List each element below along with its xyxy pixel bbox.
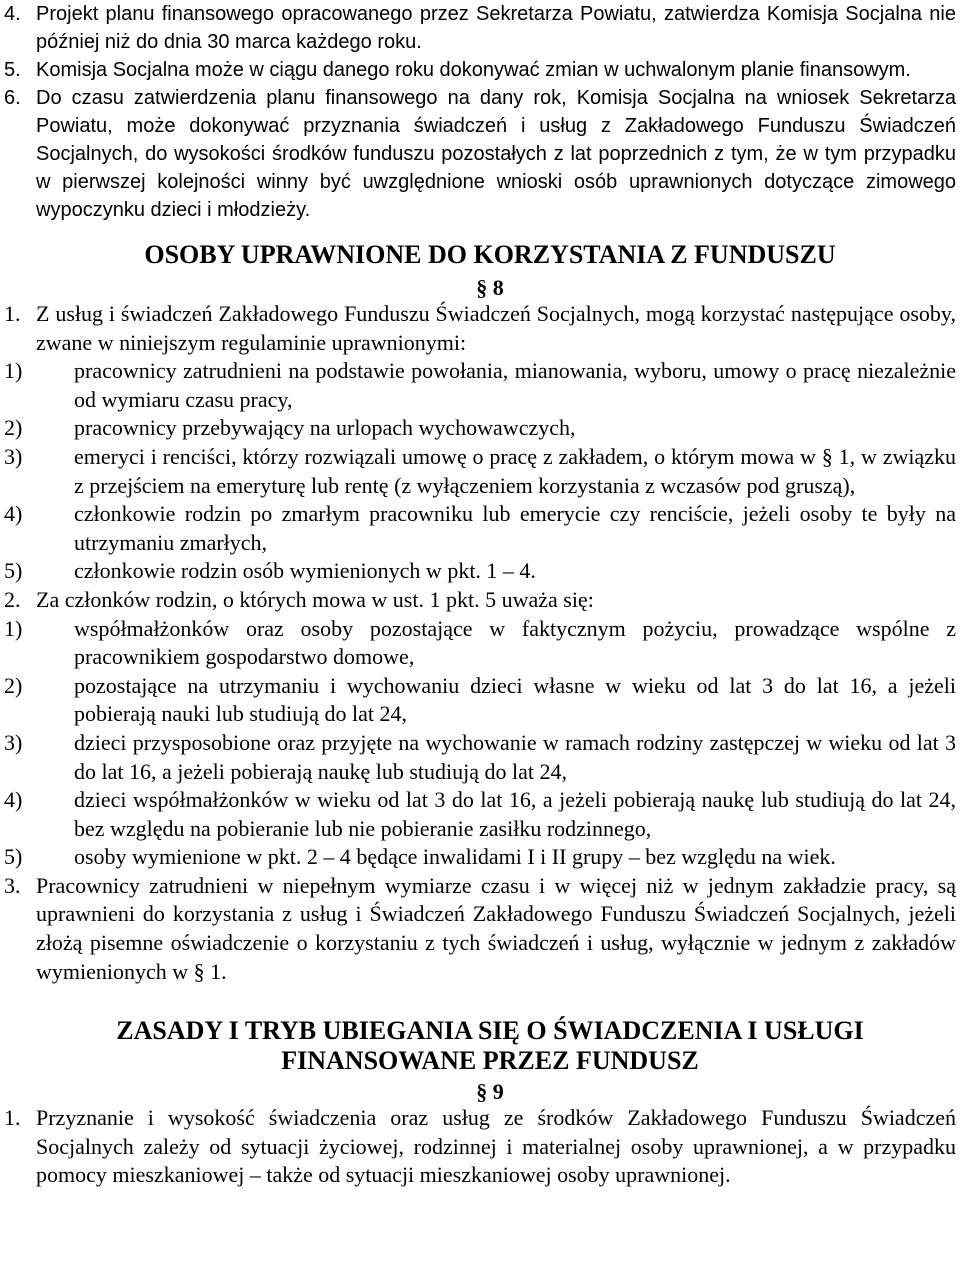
paragraph-text: Projekt planu finansowego opracowanego przez Sekretarza Powiatu, zatwierdza Komisja Socjalna nie później niż do dnia 30 marca każdego roku. bbox=[36, 3, 956, 53]
section-8-heading: OSOBY UPRAWNIONE DO KORZYSTANIA Z FUNDUSZU bbox=[144, 240, 836, 269]
s8-p2-item-3 bbox=[4, 729, 956, 786]
section-9-sign: § 9 bbox=[476, 1079, 504, 1105]
s8-p1-item-5 bbox=[4, 557, 956, 586]
item-number: 3) bbox=[4, 729, 23, 755]
paragraph-text: Komisja Socjalna może w ciągu danego roku dokonywać zmian w uchwalonym planie finansowym. bbox=[36, 59, 911, 81]
paragraph-number: 4. bbox=[4, 3, 21, 25]
item-number: 1) bbox=[4, 358, 23, 384]
s8-paragraph-3 bbox=[4, 872, 956, 986]
paragraph-4 bbox=[4, 0, 956, 56]
item-text: emeryci i renciści, którzy rozwiązali umowę o pracę z zakładem, o którym mowa w § 1, w związku z przejściem na emeryturę lub rentę (z wyłączeniem korzystania z wczasów pod gruszą), bbox=[74, 443, 956, 498]
paragraph-text: Za członków rodzin, o których mowa w ust. 1 pkt. 5 uważa się: bbox=[36, 586, 594, 612]
s8-paragraph-1 bbox=[4, 300, 956, 357]
paragraph-number: 3. bbox=[4, 872, 21, 898]
s8-p1-item-4 bbox=[4, 500, 956, 557]
item-text: osoby wymienione w pkt. 2 – 4 będące inwalidami I i II grupy – bez względu na wiek. bbox=[74, 844, 836, 870]
s8-p2-item-1 bbox=[4, 615, 956, 672]
item-text: dzieci przysposobione oraz przyjęte na wychowanie w ramach rodziny zastępczej w wieku od lat 3 do lat 16, a jeżeli pobierają naukę lub studiują do lat 24, bbox=[74, 729, 956, 784]
top-section bbox=[4, 0, 956, 224]
paragraph-number: 2. bbox=[4, 586, 21, 612]
s8-p1-item-1 bbox=[4, 357, 956, 414]
item-text: pozostające na utrzymaniu i wychowaniu dzieci własne w wieku od lat 3 do lat 16, a jeżeli pobierają nauki lub studiują do lat 24, bbox=[74, 672, 956, 727]
item-number: 1) bbox=[4, 615, 23, 641]
paragraph-5 bbox=[4, 56, 956, 84]
paragraph-number: 5. bbox=[4, 59, 21, 81]
s8-p1-item-2 bbox=[4, 414, 956, 443]
item-number: 2) bbox=[4, 415, 23, 441]
section-8-header bbox=[4, 240, 956, 302]
item-number: 4) bbox=[4, 501, 23, 527]
section-9-heading-line-1: ZASADY I TRYB UBIEGANIA SIĘ O ŚWIADCZENIA I USŁUGI bbox=[116, 1016, 864, 1046]
item-text: pracownicy zatrudnieni na podstawie powołania, mianowania, wyboru, umowy o pracę niezależnie od wymiaru czasu pracy, bbox=[74, 358, 956, 412]
item-text: współmałżonków oraz osoby pozostające w faktycznym pożyciu, prowadzące wspólne z pracownikiem gospodarstwo domowe, bbox=[74, 615, 956, 670]
paragraph-number: 6. bbox=[4, 87, 21, 109]
item-number: 5) bbox=[4, 844, 23, 870]
paragraph-number: 1. bbox=[4, 1105, 21, 1131]
item-text: członkowie rodzin osób wymienionych w pkt. 1 – 4. bbox=[74, 558, 536, 584]
item-number: 4) bbox=[4, 787, 23, 813]
paragraph-text: Do czasu zatwierdzenia planu finansowego na dany rok, Komisja Socjalna na wniosek Sekretarza Powiatu, może dokonywać przyznania świadczeń i usług z Zakładowego Funduszu Świadczeń Socjalnych, do wysokości środków funduszu pozostałych z lat poprzednich z tym, że w tym przypadku w pierwszej kolejności winny być uwzględnione wnioski osób uprawnionych dotyczące zimowego wypoczynku dzieci i młodzieży. bbox=[36, 87, 956, 221]
paragraph-text: Pracownicy zatrudnieni w niepełnym wymiarze czasu i w więcej niż w jednym zakładzie pracy, są uprawnieni do korzystania z usług i Świadczeń Zakładowego Funduszu Świadczeń Socjalnych, jeżeli złożą pisemne oświadczenie o korzystaniu z tych świadczeń i usług, wyłącznie w jednym z zakładów wymienionych w § 1. bbox=[36, 872, 956, 984]
item-text: pracownicy przebywający na urlopach wychowawczych, bbox=[74, 415, 576, 441]
section-8-sign: § 8 bbox=[476, 275, 504, 300]
section-9-header bbox=[4, 1016, 956, 1106]
item-text: członkowie rodzin po zmarłym pracowniku lub emerycie czy renciście, jeżeli osoby te były na utrzymaniu zmarłych, bbox=[74, 501, 956, 555]
s8-paragraph-2 bbox=[4, 586, 956, 615]
s8-p1-item-3 bbox=[4, 443, 956, 500]
item-number: 3) bbox=[4, 443, 23, 469]
section-9-heading-line-2: FINANSOWANE PRZEZ FUNDUSZ bbox=[281, 1046, 699, 1076]
section-8-body bbox=[4, 300, 956, 986]
item-number: 2) bbox=[4, 672, 23, 698]
s9-paragraph-1 bbox=[4, 1104, 956, 1190]
item-text: dzieci współmałżonków w wieku od lat 3 do lat 16, a jeżeli pobierają naukę lub studiują do lat 24, bez względu na pobieranie lub nie pobieranie zasiłku rodzinnego, bbox=[74, 787, 956, 841]
s8-p2-item-2 bbox=[4, 672, 956, 729]
s8-p2-item-5 bbox=[4, 843, 956, 872]
item-number: 5) bbox=[4, 558, 23, 584]
paragraph-number: 1. bbox=[4, 301, 21, 326]
section-9-body bbox=[4, 1104, 956, 1190]
paragraph-text: Przyznanie i wysokość świadczenia oraz usług ze środków Zakładowego Funduszu Świadczeń Socjalnych zależy od sytuacji życiowej, rodzinnej i materialnej osoby uprawnionej, a w przypadku pomocy mieszkaniowej – także od sytuacji mieszkaniowej osoby uprawnionej. bbox=[36, 1105, 956, 1188]
s8-p2-item-4 bbox=[4, 786, 956, 843]
paragraph-text: Z usług i świadczeń Zakładowego Funduszu Świadczeń Socjalnych, mogą korzystać następujące osoby, zwane w niniejszym regulaminie uprawnionymi: bbox=[36, 301, 956, 355]
paragraph-6 bbox=[4, 84, 956, 224]
